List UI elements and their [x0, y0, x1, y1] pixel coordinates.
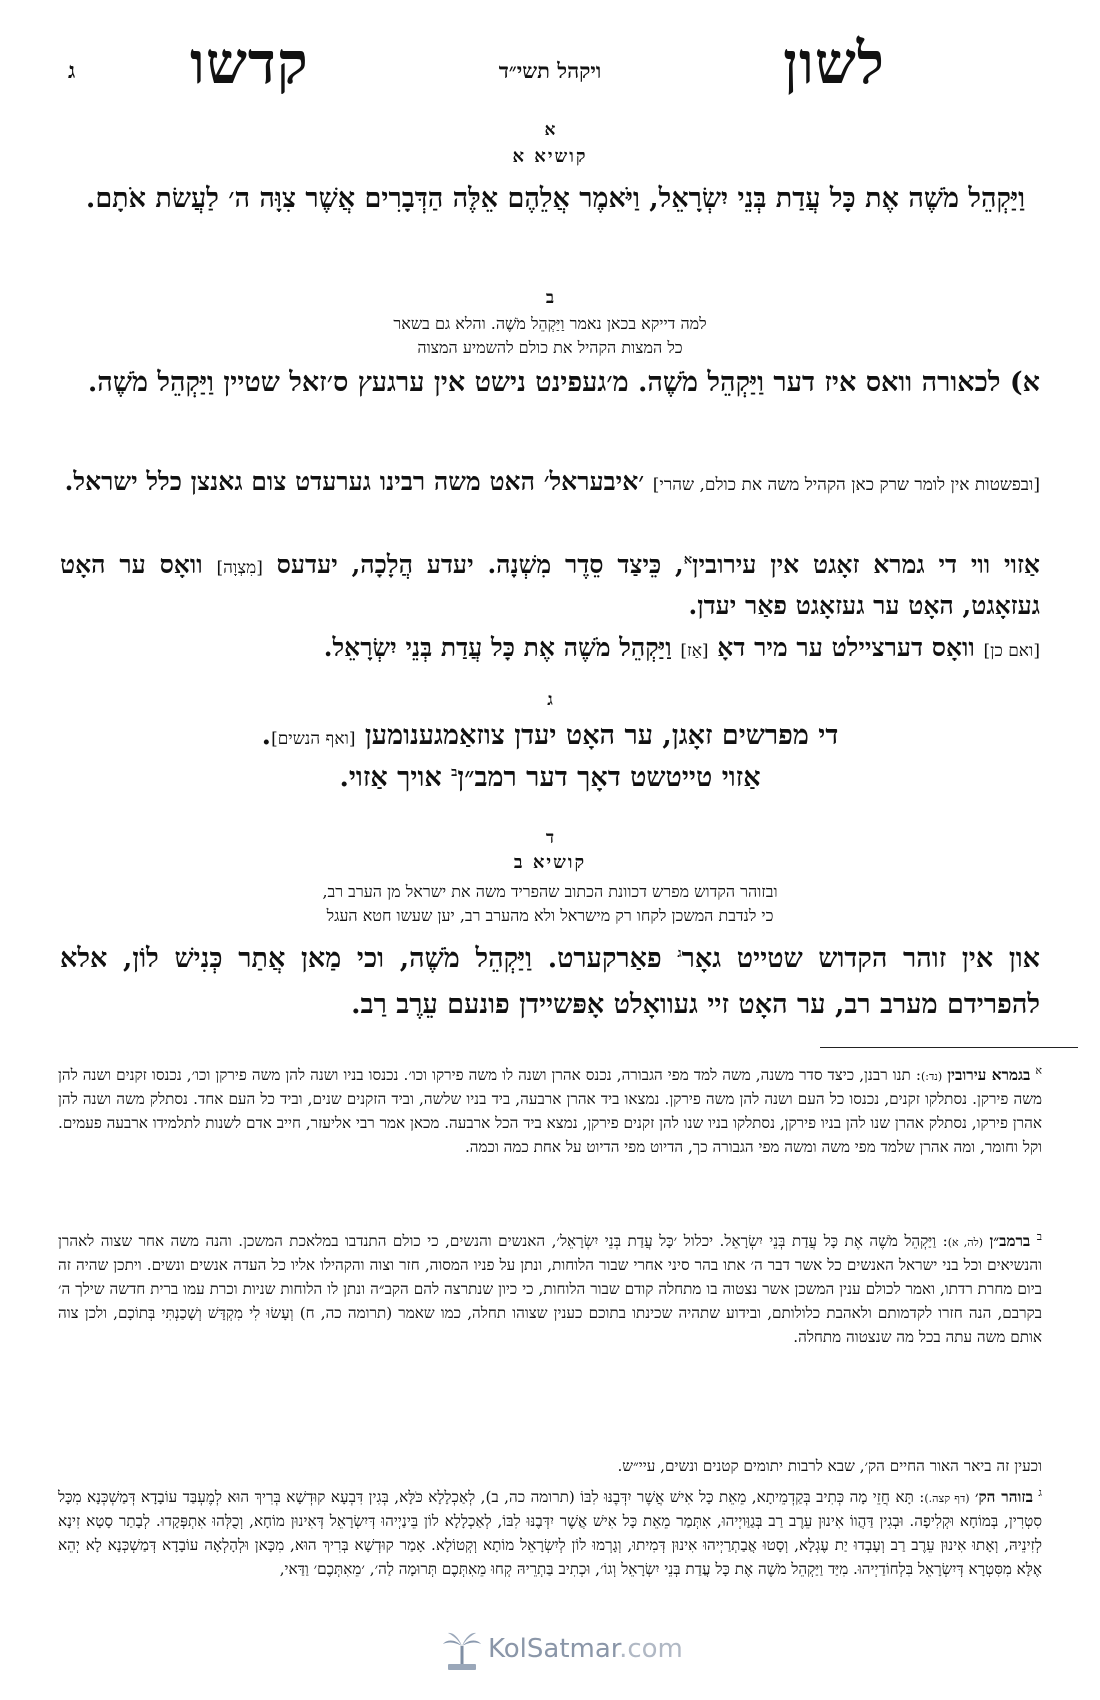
- section-g-line-1: [60, 714, 1040, 757]
- footnote-lead: בגמרא עירובין: [947, 1066, 1031, 1085]
- logo-name: KolSatmar: [488, 1634, 620, 1664]
- section-b-paragraph-1: א) לכאורה וואס איז דער וַיַּקְהֵל מֹשֶׁה. מ׳געפינט נישט אין ערגעץ ס׳זאל שטיין וַיַּקְהֵל מֹשֶׁה.: [87, 367, 1040, 398]
- section-g-letter: ג: [547, 690, 553, 710]
- section-g-bracket: [ואף הנשים]: [271, 729, 356, 749]
- header-title-left: קדשו: [190, 29, 309, 97]
- header-page-letter: ג: [68, 58, 76, 84]
- palm-tree-book-icon: [440, 1628, 484, 1672]
- section-g-line-2: [60, 756, 1040, 799]
- section-d-kushya: קושיא ב: [513, 852, 587, 873]
- section-d-letter: ד: [545, 828, 555, 848]
- paragraph-3-part-a: אַזוי ווי די גמרא זאָגט אין עירובין: [692, 550, 1040, 579]
- header-title-right: לשון: [783, 29, 885, 97]
- section-g-line-2-text: אַזוי טייטשט דאָך דער רמב״ן: [457, 762, 761, 793]
- section-d-paragraph: [60, 936, 1040, 1029]
- footnote-ref: (דף קצה.): [924, 1492, 970, 1506]
- footnote-text: : תָּא חֲזֵי מָה כְּתִיב בְּקַדְמֵיתָא, מֵאֵת כָּל אִישׁ אֲשֶׁר יִדְּבֶנּוּ לִבּוֹ (תרומה כה, ב), לְאַכְלָלָא כֹּלָּא, בְּגִין דִּבְעָא קוּדְשָׁא בְּרִיךְ הוּא לְמֶעְבַּד עוֹבָדָא דְּמַשְׁכְּנָא מִכָּל סִטְרִין, בְּמוֹחָא וּקְלִיפָה. וּבְגִין דַּהֲווֹ אִינוּן עֵרֶב רַב בְּגַוַּויְיהוּ, אִתְּמַר מֵאֵת כָּל אִישׁ אֲשֶׁר יִדְּבֶנּוּ לִבּוֹ, לְאַכְלָלָא לוֹן בֵּינַיְיהוּ דְּיִשְׂרָאֵל דְּאִינוּן מוֹחָא, וְכֻלְּהוּ אִתְפְּקָדוּ. לְבָתַר סָטָא זִינָא לְזִינֵיהּ, וְאָתוּ אִינוּן עֵרֶב רַב וְעָבְדוּ יַת עֶגְלָא, וְסָטוּ אֲבַתְרַיְיהוּ אִינוּן דְּמִיתוּ, וְגָרְמוּ לוֹן לְיִשְׂרָאֵל מוֹתָא וְקְטוֹלָא. אָמַר קוּדְשָׁא בְּרִיךְ הוּא, מִכָּאן וּלְהָלְאָה עוֹבָדָא דְּמַשְׁכְּנָא לָא יְהֵא אֶלָּא מִסִּטְרָא דְּיִשְׂרָאֵל בִּלְחוֹדַיְיהוּ. מִיַּד וַיַּקְהֵל מֹשֶׁה אֶת כָּל עֲדַת בְּנֵי יִשְׂרָאֵל וְגוֹ׳, וּכְתִיב בַּתְרֵיהּ קְחוּ מֵאִתְּכֶם תְּרוּמָה לַה׳, ׳מֵאִתְּכֶם׳ וַדַּאי,: [58, 1488, 1042, 1579]
- footnote-text: : וַיַּקְהֵל מֹשֶׁה אֶת כָּל עֲדַת בְּנֵי יִשְׂרָאֵל. יכלול ׳כָּל עֲדַת בְּנֵי יִשְׂרָאֵל׳, האנשים והנשים, כי כולם התנדבו במלאכת המשכן. והנה משה אחר שצוה לאהרן והנשיאים וכל בני ישראל האנשים כל אשר דבר ה׳ אתו בהר סיני אחרי שבור הלוחות, ונתן על פניו המסוה, חזר וצוה והקהילו אליו כל העדה אנשים ונשים. ויתכן שהיה זה ביום מחרת רדתו, ואמר לכולם ענין המשכן אשר נצטוה בו מתחלה קודם שבור הלוחות, כי כיון שנתרצה להם הקב״ה ונתן לו הלוחות שניות וכרת עמו ברית חדשה שילך ה׳ בקרבם, הנה חזרו לקדמותם ולאהבת כלולותם, ובידוע שתהיה שכינתו בתוכם כענין שצוהו תחלה, כמו שאמר (תרומה כה, ח) וְעָשׂוּ לִי מִקְדָּשׁ וְשָׁכַנְתִּי בְּתוֹכָם, ולכן צוה אותם משה עתה בכל מה שנצטוה מתחלה.: [58, 1232, 1042, 1347]
- section-d-paragraph-b: פאַרקערט. וַיַּקְהֵל מֹשֶׁה, וכי מַאן אֲתַר כְּנִישׁ לוֹן, אלא להפרידם מערב רב, ער האָט זיי געוואָלט אָפּשיידן פונעם עֵרֶב רַב.: [60, 943, 1040, 1021]
- footnote-divider: [820, 1047, 1078, 1048]
- header-parsha: ויקהל תשי״ד: [498, 58, 602, 83]
- footnote-ref: (נד:): [920, 1070, 943, 1084]
- footnote-a: [58, 1062, 1042, 1159]
- footnote-ref: (לה, א): [947, 1236, 984, 1250]
- section-b-paragraph-2-text: ׳איבעראל׳ האט משה רבינו גערעדט צום גאנצן כלל ישראל.: [64, 467, 645, 496]
- section-b-question-2: כל המצות הקהיל את כולם להשמיע המצוה: [417, 338, 683, 357]
- paragraph-4-part-b: וַיַּקְהֵל מֹשֶׁה אֶת כָּל עֲדַת בְּנֵי יִשְׂרָאֵל.: [323, 633, 672, 662]
- section-g-line-1-text: די מפרשים זאָגן, ער האָט יעדן צוזאַמגענומען: [364, 720, 839, 751]
- section-b-letter: ב: [545, 288, 555, 308]
- paragraph-4-part-a: וואָס דערציילט ער מיר דאָ: [717, 633, 975, 662]
- paragraph-3-bracket: [מִצְוָה]: [216, 558, 263, 578]
- logo-domain: .com: [619, 1634, 683, 1664]
- section-d-question-1: ובזוהר הקדוש מפרש דכוונת הכתוב שהפריד משה את ישראל מן הערב רב,: [322, 882, 778, 901]
- footnote-lead: בזוהר הק׳: [975, 1488, 1033, 1507]
- footnote-lead: ברמב״ן: [989, 1232, 1031, 1251]
- footnote-c: [58, 1484, 1042, 1581]
- section-a-verse: וַיַּקְהֵל מֹשֶׁה אֶת כָּל עֲדַת בְּנֵי יִשְׂרָאֵל, וַיֹּאמֶר אֲלֵהֶם אֵלֶּה הַדְּבָרִים אֲשֶׁר צִוָּה ה׳ לַעֲשׂת אֹתָם.: [85, 183, 1025, 214]
- footnote-ref-c: ג: [677, 946, 682, 961]
- section-b-paragraph-4: [60, 628, 1040, 669]
- paragraph-3-part-c: וואָס ער האָט געזאָגט, האָט ער געזאָגט פאַר יעדן.: [60, 550, 1040, 620]
- kolsatmar-logo: [440, 1628, 683, 1674]
- section-g-line-1-end: .: [261, 720, 272, 751]
- footnote-mark: ב: [1036, 1230, 1043, 1243]
- footnote-b: [58, 1228, 1042, 1349]
- section-g-line-2-end: אויך אַזוי.: [339, 762, 452, 793]
- section-a-letter: א: [544, 120, 556, 140]
- section-d-paragraph-a: און אין זוהר הקדוש שטייט גאָר: [681, 943, 1040, 974]
- paragraph-4-bracket-1: [ואם כן]: [983, 641, 1040, 661]
- footnote-mark: א: [1035, 1064, 1043, 1077]
- paragraph-4-bracket-2: [אַז]: [680, 641, 709, 661]
- section-b-paragraph-3: [60, 545, 1040, 626]
- section-a-kushya: קושיא א: [512, 146, 588, 167]
- footnote-text: : תנו רבנן, כיצד סדר משנה, משה למד מפי הגבורה, נכנס אהרן ושנה לו משה פירקו וכו׳. נכנסו בניו ושנה להן משה פירקן וכו׳, נכנסו זקנים ושנה להן משה פירקן. נסתלקו זקנים, נכנסו כל העם ושנה להן משה פירקן. נמצאו ביד אהרן ארבעה, ביד בניו שלשה, וביד הזקנים שנים, וביד כל העם אחד. נסתלק משה ושנה להן אהרן פירקו, נסתלק אהרן שנו להן בניו פירקן, נסתלקו בניו שנו להן זקנים פירקן, נמצא ביד הכל ארבעה. מכאן אמר רבי אליעזר, חייב אדם לשנות לתלמידו ארבעה פעמים. וקל וחומר, ומה אהרן שלמד מפי משה ומשה מפי הגבורה כך, הדיוט מפי הדיוט על אחת כמה וכמה.: [58, 1066, 1042, 1157]
- footnote-mark: ג: [1038, 1486, 1043, 1499]
- footnote-ref-a: א: [683, 552, 693, 568]
- footnote-b-addendum: [58, 1454, 1042, 1478]
- section-d-question-2: כי לנדבת המשכן לקחו רק מישראל ולא מהערב רב, יען שעשו חטא העגל: [326, 906, 774, 925]
- footnote-ref-b: ב: [451, 765, 458, 780]
- section-b-bracket: [ובפשטות אין לומר שרק כאן הקהיל משה את כולם, שהרי]: [652, 475, 1040, 495]
- paragraph-3-part-b: , כֵּיצַד סֵדֶר מִשְׁנָה. יעדע הֲלָכָה, יעדעס: [276, 550, 684, 579]
- section-b-question-1: למה דייקא בכאן נאמר וַיַּקְהֵל מֹשֶׁה. והלא גם בשאר: [393, 314, 707, 333]
- footnote-text: וכעין זה ביאר האור החיים הק׳, שבא לרבות יתומים קטנים ונשים, עיי״ש.: [617, 1457, 1042, 1475]
- logo-text: [488, 1634, 683, 1664]
- section-b-paragraph-2: [60, 462, 1040, 503]
